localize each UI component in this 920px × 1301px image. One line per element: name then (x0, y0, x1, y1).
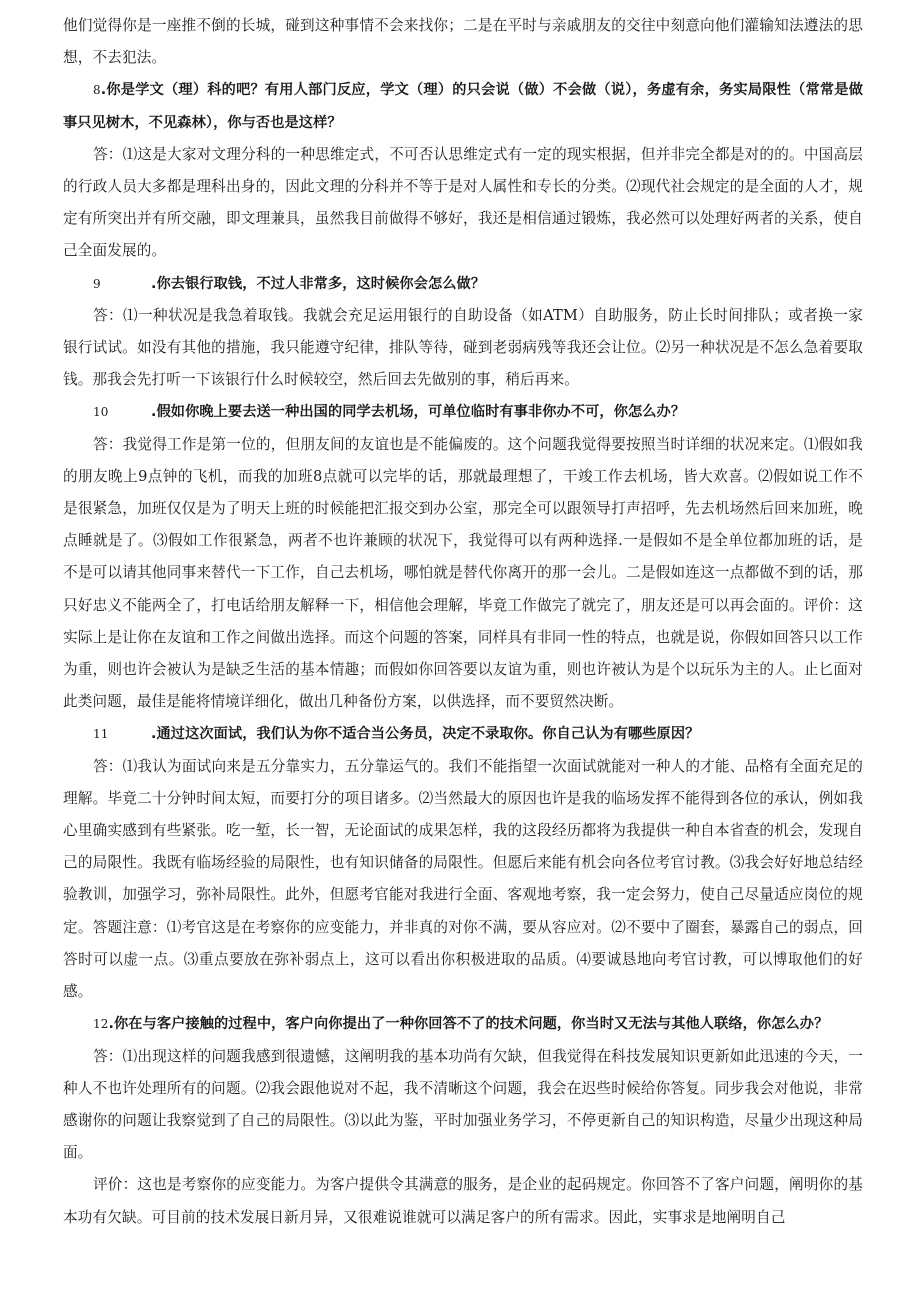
evaluation-12: 评价：这也是考察你的应变能力。为客户提供令其满意的服务，是企业的起码规定。你回答不了客户问题，阐明你的基本功有欠缺。可目前的技术发展日新月异，又很难说谁就可以满足客户的所有需求。因此，实事求是地阐明自己 (63, 1176, 863, 1226)
question-text: .通过这次面试，我们认为你不适合当公务员，决定不录取你。你自己认为有哪些原因？ (151, 726, 700, 743)
answer-11: 答：⑴我认为面试向来是五分靠实力，五分靠运气的。我们不能指望一次面试就能对一种人的才能、品格有全面充足的理解。毕竟二十分钟时间太短，而要打分的项目诸多。⑵当然最大的原因也许是我的临场发挥不能得到各位的承认，例如我心里确实感到有些紧张。吃一堑，长一智，无论面试的成果怎样，我的这段经历都将为我提供一种自本省查的机会，发现自己的局限性。我既有临场经验的局限性，也有知识储备的局限性。但愿后来能有机会向各位考官讨教。⑶我会好好地总结经验教训，加强学习，弥补局限性。此外，但愿考官能对我进行全面、客观地考察，我一定会努力，使自己尽量适应岗位的规定。答题注意：⑴考官这是在考察你的应变能力，并非真的对你不满，要从容应对。⑵不要中了圈套，暴露自己的弱点，回答时可以虚一点。⑶重点要放在弥补弱点上，这可以看出你积极进取的品质。⑷要诚恳地向考官讨教，可以博取他们的好感。 (63, 757, 863, 1001)
question-8 (63, 74, 863, 138)
question-number: 8 (93, 83, 101, 98)
question-12 (63, 1008, 863, 1040)
answer-9: 答：⑴一种状况是我急着取钱。我就会充足运用银行的自助设备（如ATM）自助服务，防止长时间排队；或者换一家银行试试。如没有其他的措施，我只能遵守纪律，排队等待，碰到老弱病残等我还会让位。⑵另一种状况是不怎么急着要取钱。那我会先打听一下该银行什么时候较空，然后回去先做别的事，稍后再来。 (63, 306, 863, 389)
question-9 (63, 268, 863, 300)
question-number: 10 (93, 405, 109, 420)
question-11 (63, 718, 863, 750)
document-page (63, 10, 863, 1234)
paragraph-intro: 他们觉得你是一座推不倒的长城，碰到这种事情不会来找你；二是在平时与亲戚朋友的交往中刻意向他们灌输知法遵法的思想，不去犯法。 (63, 17, 863, 67)
answer-8: 答：⑴这是大家对文理分科的一种思维定式，不可否认思维定式有一定的现实根据，但并非完全都是对的的。中国高层的行政人员大多都是理科出身的，因此文理的分科并不等于是对人属性和专长的分类。⑵现代社会规定的是全面的人才，规定有所突出并有所交融，即文理兼具，虽然我目前做得不够好，我还是相信通过锻炼，我必然可以处理好两者的关系，使自己全面发展的。 (63, 145, 863, 260)
question-text: .假如你晚上要去送一种出国的同学去机场，可单位临时有事非你办不可，你怎么办？ (151, 404, 686, 421)
question-text: .你是学文（理）科的吧？有用人部门反应，学文（理）的只会说（做）不会做（说），务虚有余，务实局限性（常常是做事只见树木，不见森林），你与否也是这样？ (63, 82, 863, 131)
question-text: .你在与客户接触的过程中，客户向你提出了一种你回答不了的技术问题，你当时又无法与其他人联络，你怎么办？ (108, 1016, 829, 1033)
question-10 (63, 396, 863, 428)
question-number: 9 (93, 276, 101, 291)
question-number: 11 (93, 727, 109, 742)
question-text: .你去银行取钱，不过人非常多，这时候你会怎么做？ (151, 275, 486, 292)
answer-12: 答：⑴出现这样的问题我感到很遗憾，这阐明我的基本功尚有欠缺，但我觉得在科技发展知识更新如此迅速的今天，一种人不也许处理所有的问题。⑵我会跟他说对不起，我不清晰这个问题，我会在迟些时候给你答复。同步我会对他说，非常感谢你的问题让我察觉到了自己的局限性。⑶以此为鉴，平时加强业务学习，不停更新自己的知识构造，尽量少出现这种局面。 (63, 1047, 863, 1162)
question-number: 12 (93, 1017, 109, 1032)
answer-10: 答：我觉得工作是第一位的，但朋友间的友谊也是不能偏废的。这个问题我觉得要按照当时详细的状况来定。⑴假如我的朋友晚上9点钟的飞机，而我的加班8点就可以完毕的话，那就最理想了，干竣工作去机场，皆大欢喜。⑵假如说工作不是很紧急，加班仅仅是为了明天上班的时候能把汇报交到办公室，那完全可以跟领导打声招呼，先去机场然后回来加班，晚点睡就是了。⑶假如工作很紧急，两者不也许兼顾的状况下，我觉得可以有两种选择.一是假如不是全单位都加班的话，是不是可以请其他同事来替代一下工作，自己去机场，哪怕就是替代你离开的那一会儿。二是假如连这一点都做不到的话，那只好忠义不能两全了，打电话给朋友解释一下，相信他会理解，毕竟工作做完了就完了，朋友还是可以再会面的。评价：这实际上是让你在友谊和工作之间做出选择。而这个问题的答案，同样具有非同一性的特点，也就是说，你假如回答只以工作为重，则也许会被认为是缺乏生活的基本情趣；而假如你回答要以友谊为重，则也许被认为是个以玩乐为主的人。止匕面对此类问题，最佳是能将情境详细化，做出几种备份方案，以供选择，而不要贸然决断。 (63, 435, 863, 711)
